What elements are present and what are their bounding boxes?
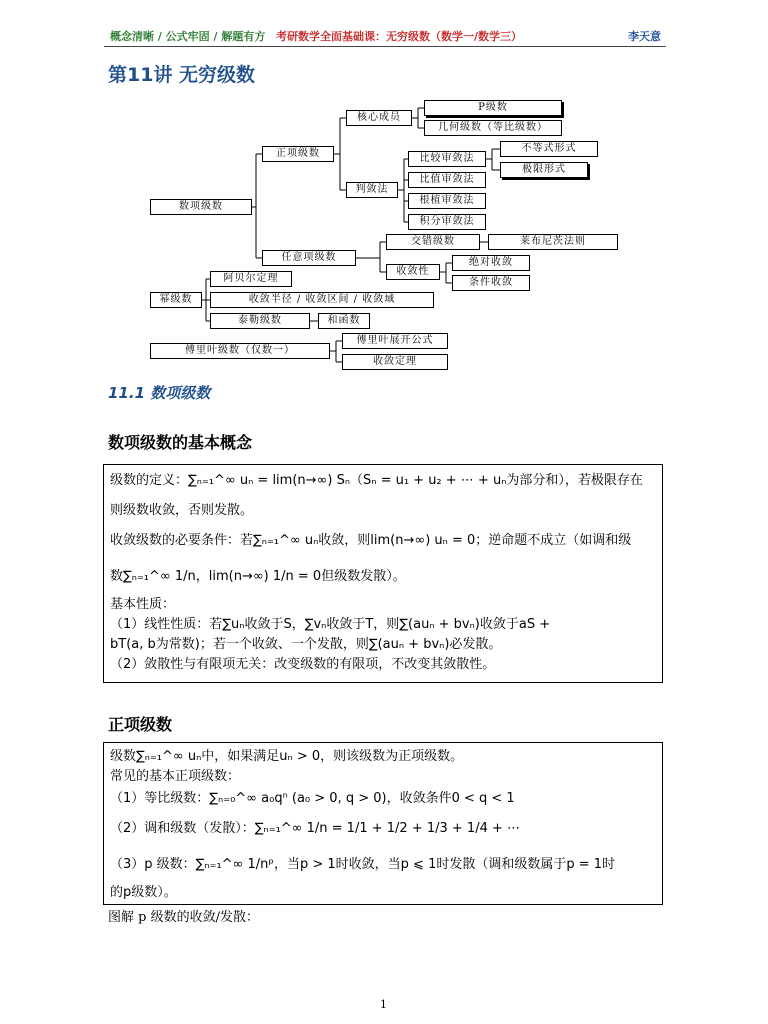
node-core-members: 核心成员 [346,110,412,126]
properties-label: 基本性质： [110,597,176,612]
node-inequality-form: 不等式形式 [500,141,598,157]
lecture-title: 第11讲 无穷级数 [108,64,256,86]
harmonic-series-line: （2）调和级数（发散）：∑ₙ₌₁^∞ 1/n = 1/1 + 1/2 + 1/3 + 1/4 + ⋯ [110,821,521,836]
property-finite-terms: （2）敛散性与有限项无关：改变级数的有限项，不改变其敛散性。 [110,657,496,672]
necessary-condition-line: 收敛级数的必要条件：若∑ₙ₌₁^∞ uₙ收敛，则lim(n→∞) uₙ = 0；逆命题不成立（如调和级 [110,533,632,548]
node-positive-series: 正项级数 [262,146,334,162]
common-series-label: 常见的基本正项级数： [110,769,241,784]
node-limit-form: 极限形式 [500,162,588,178]
header-tagline: 概念清晰 / 公式牢固 / 解题有方 [110,30,266,43]
positive-series-heading: 正项级数 [108,715,173,734]
definition-line-2: 则级数收敛，否则发散。 [110,503,254,518]
node-numerical-series: 数项级数 [150,199,252,215]
p-series-diagram-caption: 图解 p 级数的收敛/发散： [108,910,259,925]
page-number: 1 [380,998,387,1011]
node-fourier-series: 傅里叶级数（仅数一） [150,343,330,359]
node-fourier-expansion: 傅里叶展开公式 [342,333,448,349]
positive-def-line: 级数∑ₙ₌₁^∞ uₙ中，如果满足uₙ > 0，则该级数为正项级数。 [110,749,464,764]
definition-line: 级数的定义：∑ₙ₌₁^∞ uₙ = lim(n→∞) Sₙ（Sₙ = u₁ + u₂ + ⋯ + uₙ为部分和），若极限存在 [110,473,643,488]
node-p-series: P级数 [424,100,562,116]
node-abel-theorem: 阿贝尔定理 [210,271,292,287]
geometric-series-line: （1）等比级数：∑ₙ₌₀^∞ a₀qⁿ (a₀ > 0, q > 0)，收敛条件0 < q < 1 [110,791,515,806]
node-convergence: 收敛性 [386,264,440,280]
property-linearity-2: bT(a, b为常数)；若一个收敛、一个发散，则∑(auₙ + bvₙ)必发散。 [110,637,502,652]
header-author: 李天意 [628,30,661,43]
node-conditional-convergence: 条件收敛 [452,275,530,291]
node-geometric-series: 几何级数（等比级数） [424,120,562,136]
basic-concepts-heading: 数项级数的基本概念 [108,433,253,452]
section-title: 11.1 数项级数 [108,384,211,402]
node-taylor-series: 泰勒级数 [210,313,310,329]
necessary-condition-line-2: 数∑ₙ₌₁^∞ 1/n，lim(n→∞) 1/n = 0但级数发散）。 [110,569,406,584]
node-sum-function: 和函数 [318,313,370,329]
positive-series-box [103,742,663,905]
node-alternating-series: 交错级数 [386,234,480,250]
property-linearity: （1）线性性质：若∑uₙ收敛于S，∑vₙ收敛于T，则∑(auₙ + bvₙ)收敛于aS + [110,617,551,632]
p-series-line: （3）p 级数：∑ₙ₌₁^∞ 1/nᵖ，当p > 1时收敛，当p ⩽ 1时发散（调和级数属于p = 1时 [110,857,616,872]
node-radius-interval-domain: 收敛半径 / 收敛区间 / 收敛域 [210,292,434,308]
node-power-series: 幂级数 [150,292,202,308]
basic-concepts-box [103,464,663,683]
node-root-test: 根植审敛法 [408,193,486,209]
header-course-title: 考研数学全面基础课：无穷级数（数学一/数学三） [276,30,523,43]
node-ratio-test: 比值审敛法 [408,172,486,188]
p-series-line-2: 的p级数）。 [110,885,177,900]
node-arbitrary-series: 任意项级数 [262,250,356,266]
node-convergence-theorem: 收敛定理 [342,354,448,370]
node-leibniz-rule: 莱布尼茨法则 [488,234,618,250]
node-comparison-test: 比较审敛法 [408,151,486,167]
node-absolute-convergence: 绝对收敛 [452,255,530,271]
node-judge-methods: 判敛法 [346,182,398,198]
node-integral-test: 积分审敛法 [408,214,486,230]
